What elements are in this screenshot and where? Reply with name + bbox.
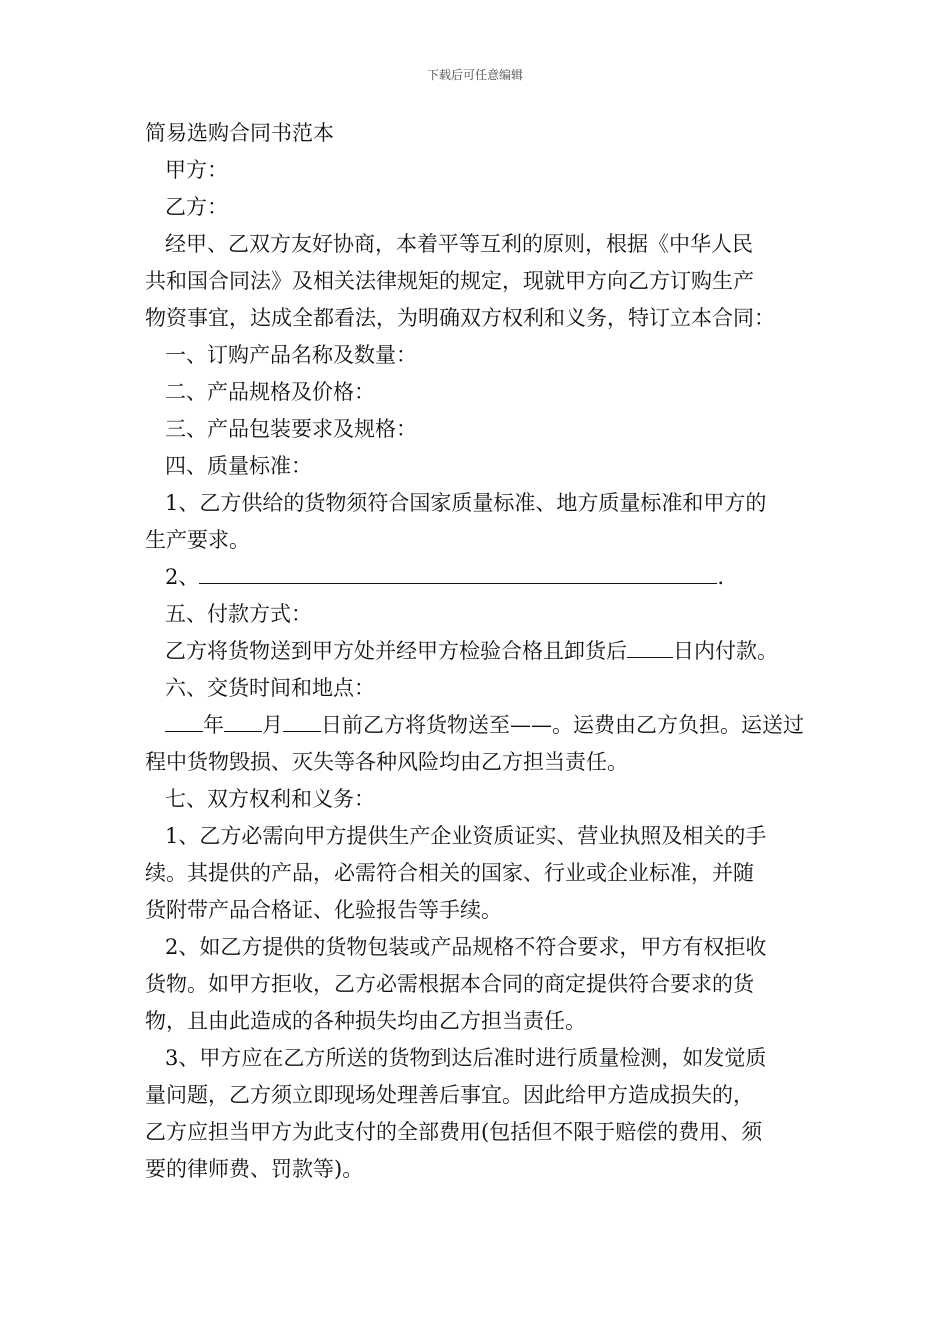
clause-4-1-line: 生产要求。	[145, 528, 250, 552]
preamble-line: 物资事宜，达成全都看法，为明确双方权利和义务，特订立本合同：	[145, 306, 775, 330]
document-title: 简易选购合同书范本	[145, 121, 334, 145]
month-label: 月	[262, 713, 283, 737]
clause-7-3-line: 要的律师费、罚款等)。	[145, 1157, 364, 1181]
clause-4-2-number: 2、	[165, 565, 200, 589]
clause-7-3-line: 乙方应担当甲方为此支付的全部费用(包括但不限于赔偿的费用、须	[145, 1120, 763, 1144]
section-1-heading: 一、订购产品名称及数量：	[165, 343, 417, 367]
section-2-heading: 二、产品规格及价格：	[165, 380, 375, 404]
year-label: 年	[203, 713, 224, 737]
delivery-text: 日前乙方将货物送至——。运费由乙方负担。运送过	[321, 713, 804, 737]
clause-4-2	[145, 559, 807, 596]
section-4-heading: 四、质量标准：	[165, 454, 312, 478]
payment-clause	[145, 633, 807, 670]
clause-7-2-line: 货物。如甲方拒收，乙方必需根据本合同的商定提供符合要求的货	[145, 972, 754, 996]
preamble-line: 经甲、乙双方友好协商，本着平等互利的原则，根据《中华人民	[165, 232, 753, 256]
preamble-line: 共和国合同法》及相关法律规矩的规定，现就甲方向乙方订购生产	[145, 269, 754, 293]
delivery-clause-line	[145, 707, 807, 744]
clause-7-2-line: 物，且由此造成的各种损失均由乙方担当责任。	[145, 1009, 586, 1033]
clause-4-1-line: 1、乙方供给的货物须符合国家质量标准、地方质量标准和甲方的	[165, 491, 767, 515]
payment-text: 乙方将货物送到甲方处并经甲方检验合格且卸货后	[165, 639, 627, 663]
month-blank[interactable]	[224, 710, 262, 732]
section-5-heading: 五、付款方式：	[165, 602, 312, 626]
clause-7-1-line: 续。其提供的产品，必需符合相关的国家、行业或企业标准，并随	[145, 861, 754, 885]
section-6-heading: 六、交货时间和地点：	[165, 676, 375, 700]
days-blank[interactable]	[627, 636, 673, 658]
fill-in-blank[interactable]	[199, 562, 717, 584]
party-b-label: 乙方：	[165, 195, 228, 219]
party-a-label: 甲方：	[165, 158, 228, 182]
section-7-heading: 七、双方权利和义务：	[165, 787, 375, 811]
delivery-clause-line: 程中货物毁损、灭失等各种风险均由乙方担当责任。	[145, 750, 628, 774]
contract-document	[145, 115, 807, 1188]
section-3-heading: 三、产品包装要求及规格：	[165, 417, 417, 441]
clause-4-2-period: .	[717, 565, 725, 589]
year-blank[interactable]	[165, 710, 203, 732]
clause-7-3-line: 3、甲方应在乙方所送的货物到达后准时进行质量检测，如发觉质	[165, 1046, 767, 1070]
clause-7-1-line: 1、乙方必需向甲方提供生产企业资质证实、营业执照及相关的手	[165, 824, 767, 848]
page-header: 下载后可任意编辑	[426, 68, 523, 82]
payment-text-end: 日内付款。	[673, 639, 778, 663]
clause-7-1-line: 货附带产品合格证、化验报告等手续。	[145, 898, 502, 922]
clause-7-3-line: 量问题，乙方须立即现场处理善后事宜。因此给甲方造成损失的，	[145, 1083, 754, 1107]
day-blank[interactable]	[283, 710, 321, 732]
clause-7-2-line: 2、如乙方提供的货物包装或产品规格不符合要求，甲方有权拒收	[165, 935, 767, 959]
